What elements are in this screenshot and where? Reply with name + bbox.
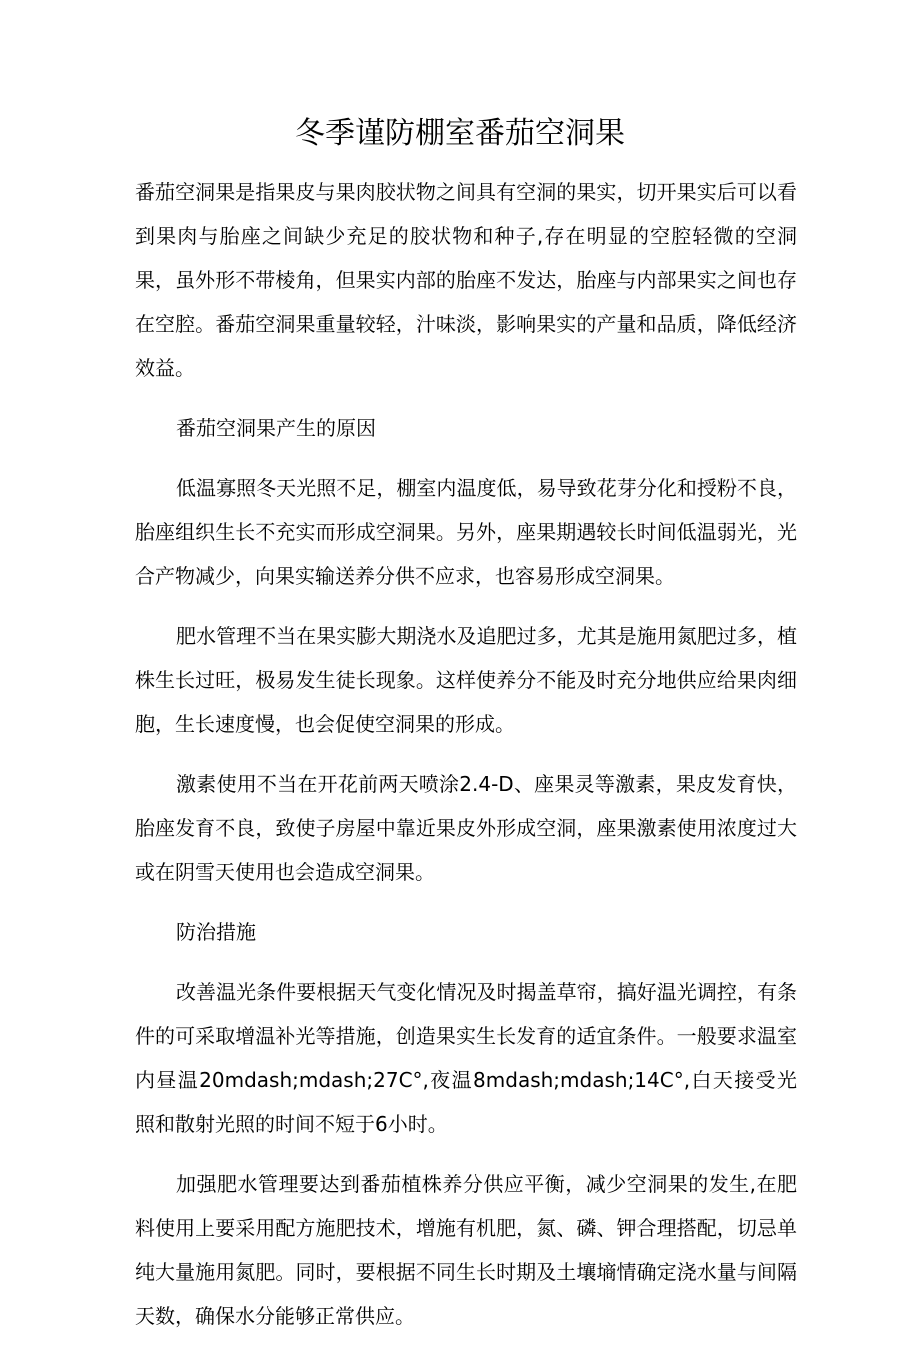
cause-paragraph-fertilizer: 肥水管理不当在果实膨大期浇水及追肥过多，尤其是施用氮肥过多，植株生长过旺，极易发生徒长现象。这样使养分不能及时充分地供应给果肉细胞，生长速度慢，也会促使空洞果的形成。 <box>135 624 797 736</box>
prevention-paragraph-fertilizer: 加强肥水管理要达到番茄植株养分供应平衡，减少空洞果的发生,在肥料使用上要采用配方施肥技术，增施有机肥，氮、磷、钾合理搭配，切忌单纯大量施用氮肥。同时，要根据不同生长时期及土壤墒情确定浇水量与间隔天数，确保水分能够正常供应。 <box>135 1172 797 1328</box>
document-title: 冬季谨防棚室番茄空洞果 <box>295 116 625 151</box>
prevention-paragraph-temperature: 改善温光条件要根据天气变化情况及时揭盖草帘，搞好温光调控，有条件的可采取增温补光等措施，创造果实生长发育的适宜条件。一般要求温室内昼温20mdash;mdash;27C°,夜温8mdash;mdash;14C°,白天接受光照和散射光照的时间不短于6小时。 <box>135 980 797 1136</box>
document-body <box>135 170 797 1354</box>
cause-paragraph-hormone: 激素使用不当在开花前两天喷涂2.4-D、座果灵等激素，果皮发育快，胎座发育不良，致使子房屋中靠近果皮外形成空洞，座果激素使用浓度过大或在阴雪天使用也会造成空洞果。 <box>135 772 797 884</box>
section-heading-causes: 番茄空洞果产生的原因 <box>176 416 376 440</box>
section-heading-prevention: 防治措施 <box>176 920 256 944</box>
intro-paragraph: 番茄空洞果是指果皮与果肉胶状物之间具有空洞的果实，切开果实后可以看到果肉与胎座之间缺少充足的胶状物和种子,存在明显的空腔轻微的空洞果，虽外形不带棱角，但果实内部的胎座不发达，胎座与内部果实之间也存在空腔。番茄空洞果重量较轻，汁味淡，影响果实的产量和品质，降低经济效益。 <box>135 180 797 380</box>
cause-paragraph-low-light: 低温寡照冬天光照不足，棚室内温度低，易导致花芽分化和授粉不良，胎座组织生长不充实而形成空洞果。另外，座果期遇较长时间低温弱光，光合产物减少，向果实输送养分供不应求，也容易形成空洞果。 <box>135 476 797 588</box>
